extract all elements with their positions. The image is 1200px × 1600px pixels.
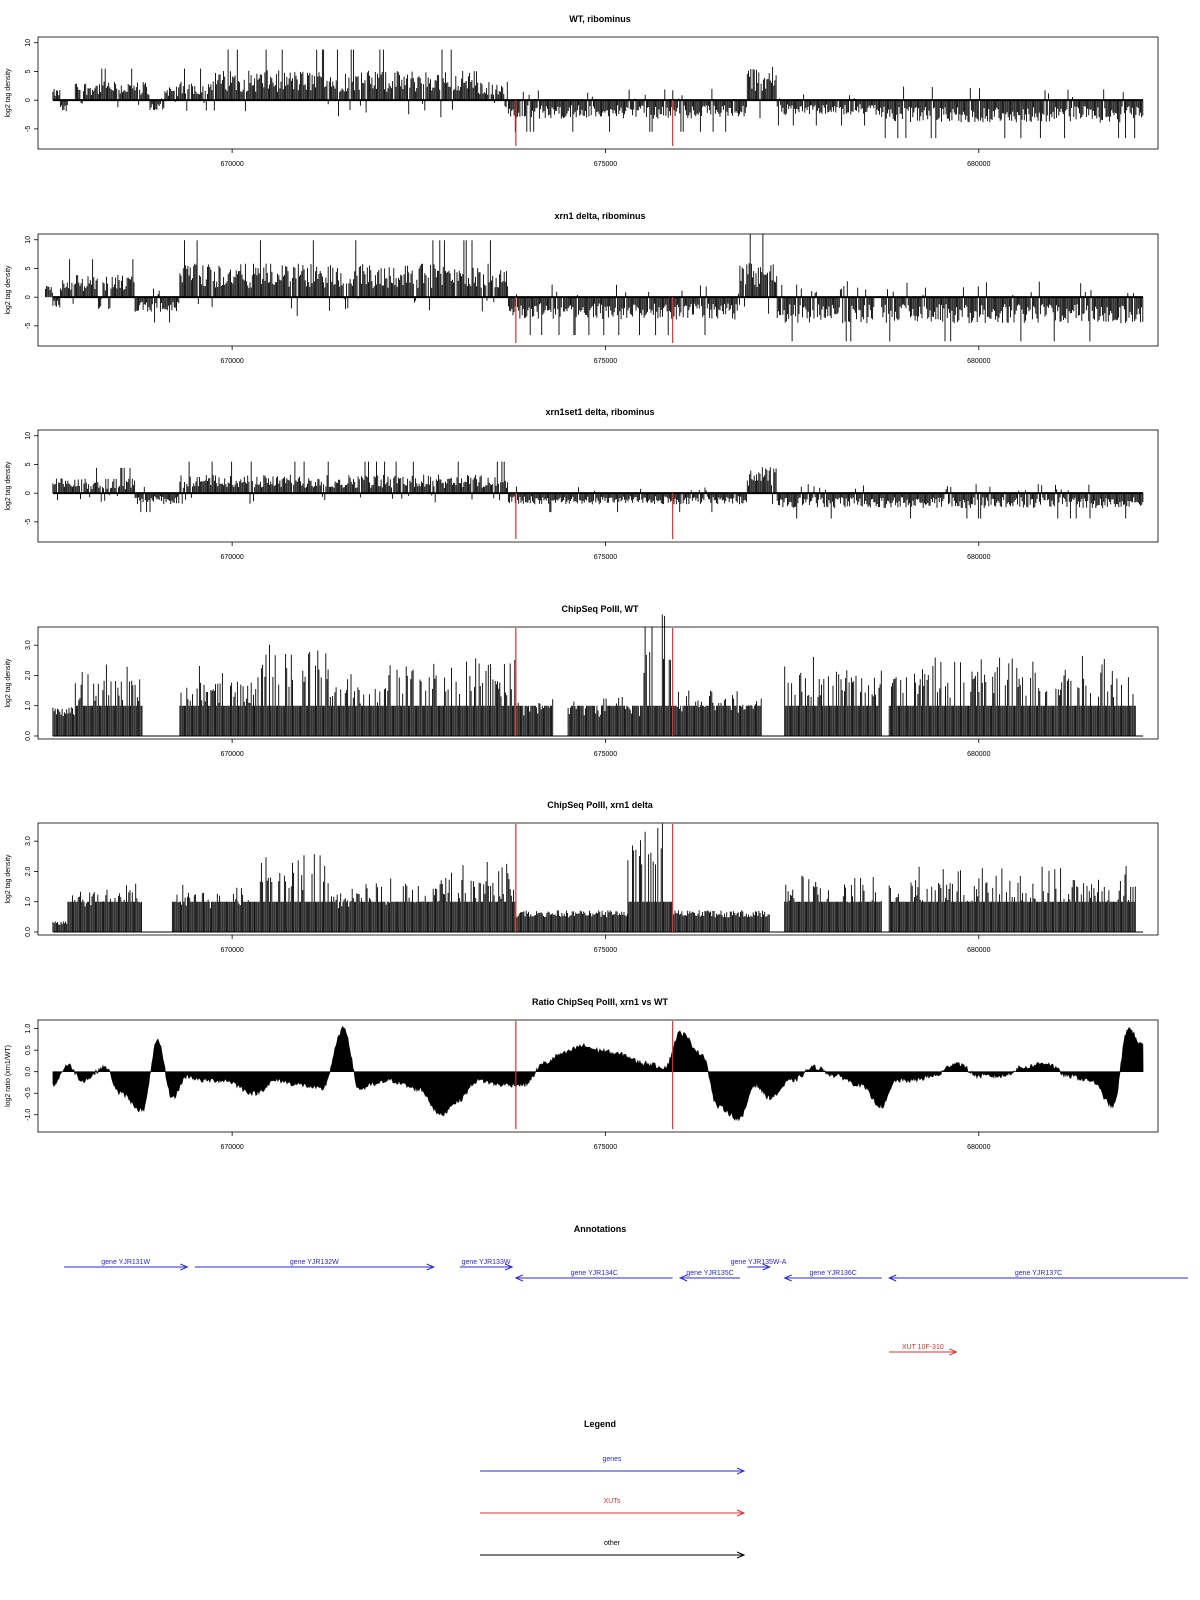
data-marks	[53, 615, 1143, 737]
bar-mark	[180, 666, 254, 736]
chart-title: xrn1set1 delta, ribominus	[545, 407, 655, 417]
y-tick-label: -5	[25, 125, 32, 133]
y-tick-label: 1.0	[25, 1023, 32, 1034]
y-tick-label: -1.0	[25, 1108, 32, 1121]
bar-segment	[441, 658, 515, 736]
data-marks	[53, 1027, 1143, 1121]
bar-segment	[68, 884, 142, 932]
bar-segment	[180, 69, 209, 111]
bar-segment	[180, 462, 508, 504]
data-marks	[53, 824, 1143, 932]
bar-mark	[643, 615, 672, 737]
bar-segment	[479, 82, 508, 108]
y-tick-label: 0	[25, 491, 32, 496]
bar-segment	[60, 259, 134, 309]
legend-item-xuts	[480, 1498, 744, 1516]
bar-mark	[53, 89, 60, 100]
y-tick-label: 5	[25, 69, 32, 74]
bar-segment	[255, 645, 329, 736]
chart-panel-1	[5, 14, 1158, 168]
x-tick-label: 680000	[967, 358, 991, 365]
bar-mark	[53, 707, 75, 736]
bar-segment	[777, 94, 881, 125]
bar-mark	[441, 862, 515, 932]
y-tick-label: 10	[25, 235, 32, 244]
bar-mark	[180, 462, 508, 504]
y-axis-label: log2 ratio (xrn1/WT)	[5, 1045, 12, 1107]
y-tick-label: 0.0	[25, 1066, 32, 1077]
bar-mark	[210, 50, 478, 118]
chart-panel-5	[5, 800, 1158, 954]
legend-label: other	[604, 1540, 620, 1547]
bar-segment	[135, 289, 179, 323]
bar-mark	[516, 699, 553, 736]
bar-mark	[673, 910, 770, 932]
bar-mark	[882, 282, 1143, 342]
bar-mark	[568, 697, 642, 736]
bar-mark	[329, 674, 388, 736]
x-tick-label: 675000	[593, 1144, 618, 1151]
x-tick-label: 670000	[220, 1144, 244, 1151]
bar-segment	[777, 484, 1143, 518]
chart-panel-2	[5, 211, 1158, 365]
gene-label: gene YJR132W	[289, 1259, 339, 1266]
chart-title: ChipSeq PolII, WT	[561, 604, 639, 614]
bar-mark	[75, 69, 149, 108]
y-tick-label: 0	[25, 295, 32, 300]
bar-mark	[135, 289, 179, 323]
bar-mark	[75, 665, 142, 737]
bar-segment	[568, 697, 642, 736]
annotations-title: Annotations	[573, 1224, 627, 1234]
bar-mark	[53, 921, 67, 932]
gene-label: gene YJR134C	[570, 1270, 618, 1277]
bar-mark	[479, 82, 508, 108]
bar-mark	[180, 69, 209, 111]
x-tick-label: 680000	[967, 554, 991, 561]
gene-label: gene YJR133W	[461, 1259, 511, 1266]
gene-arrow	[64, 1259, 187, 1270]
bar-mark	[53, 468, 135, 502]
gene-label: gene YJR131W	[101, 1259, 151, 1266]
bar-mark	[135, 487, 179, 512]
gene-label: gene YJR137C	[1014, 1270, 1063, 1277]
x-tick-label: 670000	[220, 947, 244, 954]
y-tick-label: 1.0	[25, 896, 32, 907]
x-tick-label: 680000	[967, 751, 991, 758]
bar-segment	[785, 657, 882, 736]
bar-mark	[740, 234, 777, 314]
bar-mark	[255, 645, 329, 736]
gene-label: gene YJR136C	[809, 1270, 857, 1277]
bar-segment	[75, 69, 149, 108]
x-tick-label: 675000	[593, 947, 618, 954]
bar-segment	[516, 910, 628, 932]
bar-segment	[882, 282, 1143, 342]
bar-segment	[255, 854, 329, 932]
bar-segment	[785, 876, 882, 932]
legend-item-other	[480, 1540, 744, 1558]
chart-panel-6	[5, 997, 1158, 1151]
xut-label: XUT 10F-310	[901, 1344, 944, 1351]
y-tick-label: 2.0	[25, 670, 32, 681]
bar-segment	[508, 89, 746, 132]
y-tick-label: 0.5	[25, 1045, 32, 1056]
bar-mark	[516, 910, 628, 932]
bar-mark	[785, 657, 882, 736]
bar-mark	[889, 866, 1135, 932]
x-tick-label: 680000	[967, 1144, 991, 1151]
bar-mark	[777, 484, 1143, 518]
bar-segment	[643, 615, 672, 737]
bar-segment	[747, 467, 776, 504]
bar-segment	[135, 487, 179, 512]
bar-segment	[740, 234, 777, 314]
bar-segment	[882, 87, 1143, 139]
bar-mark	[508, 285, 739, 336]
bar-segment	[389, 664, 441, 736]
y-tick-label: 1.0	[25, 700, 32, 711]
bar-segment	[889, 656, 1135, 736]
bar-segment	[75, 665, 142, 737]
bar-mark	[389, 664, 441, 736]
y-tick-label: 5	[25, 266, 32, 271]
bar-mark	[53, 297, 60, 307]
bar-segment	[329, 883, 381, 932]
bar-segment	[628, 824, 672, 932]
y-tick-label: 0.0	[25, 731, 32, 741]
xut-arrow	[889, 1344, 956, 1355]
bar-mark	[785, 876, 882, 932]
legend-panel	[480, 1419, 744, 1558]
bar-segment	[172, 885, 254, 932]
bar-segment	[516, 699, 553, 736]
bar-segment	[180, 240, 508, 316]
bar-mark	[747, 467, 776, 504]
legend-label: genes	[602, 1456, 622, 1463]
y-axis-label: log2 tag density	[5, 658, 12, 708]
y-axis-label: log2 tag density	[5, 854, 12, 904]
chart-panel-4	[5, 604, 1158, 758]
bar-segment	[53, 468, 135, 502]
bar-segment	[382, 879, 441, 933]
bar-segment	[673, 691, 762, 736]
x-tick-label: 670000	[220, 554, 244, 561]
chart-title: WT, ribominus	[569, 14, 631, 24]
chart-panel-3	[5, 407, 1158, 561]
y-tick-label: 0	[25, 98, 32, 103]
bar-mark	[628, 824, 672, 932]
bar-mark	[441, 658, 515, 736]
y-tick-label: -0.5	[25, 1087, 32, 1100]
y-tick-label: 2.0	[25, 866, 32, 877]
ratio-area	[53, 1027, 1143, 1121]
x-tick-label: 675000	[593, 358, 618, 365]
bar-segment	[889, 866, 1135, 932]
data-marks	[46, 234, 1144, 341]
bar-segment	[53, 707, 75, 736]
bar-mark	[60, 100, 67, 111]
gene-arrow	[195, 1259, 434, 1270]
bar-mark	[508, 487, 746, 513]
y-axis-label: log2 tag density	[5, 68, 12, 118]
y-tick-label: 3.0	[25, 640, 32, 651]
bar-segment	[60, 100, 67, 111]
x-tick-label: 675000	[593, 554, 618, 561]
gene-arrow	[785, 1270, 882, 1281]
bar-segment	[508, 285, 739, 336]
chart-title: Ratio ChipSeq PolII, xrn1 vs WT	[531, 997, 669, 1007]
y-tick-label: 10	[25, 38, 32, 47]
bar-mark	[882, 87, 1143, 139]
bar-segment	[508, 487, 746, 513]
bar-segment	[210, 50, 478, 118]
y-tick-label: 10	[25, 431, 32, 440]
x-tick-label: 680000	[967, 947, 991, 954]
bar-mark	[172, 885, 254, 932]
bar-segment	[53, 921, 67, 932]
gene-label: gene YJR135C	[686, 1270, 734, 1277]
chart-title: ChipSeq PolII, xrn1 delta	[547, 800, 653, 810]
bar-mark	[889, 656, 1135, 736]
bar-mark	[382, 879, 441, 933]
bar-segment	[53, 89, 60, 100]
gene-arrow	[889, 1270, 1188, 1281]
bar-mark	[508, 89, 746, 132]
x-tick-label: 680000	[967, 161, 991, 168]
bar-segment	[777, 281, 874, 341]
gene-arrow	[516, 1270, 673, 1281]
bar-segment	[441, 862, 515, 932]
annotations-panel	[64, 1224, 1188, 1355]
x-tick-label: 670000	[220, 161, 244, 168]
bar-mark	[777, 94, 881, 125]
bar-segment	[46, 286, 53, 297]
bar-segment	[673, 910, 770, 932]
bar-mark	[673, 691, 762, 736]
data-marks	[53, 50, 1143, 139]
x-tick-label: 670000	[220, 358, 244, 365]
y-tick-label: -5	[25, 322, 32, 330]
y-axis-label: log2 tag density	[5, 461, 12, 511]
bar-segment	[329, 674, 388, 736]
bar-mark	[68, 884, 142, 932]
x-tick-label: 675000	[593, 751, 618, 758]
y-tick-label: 3.0	[25, 836, 32, 847]
chart-title: xrn1 delta, ribominus	[554, 211, 646, 221]
gene-arrow	[731, 1259, 787, 1270]
bar-segment	[180, 666, 254, 736]
y-tick-label: -5	[25, 518, 32, 526]
data-marks	[53, 462, 1143, 519]
y-axis-label: log2 tag density	[5, 265, 12, 315]
y-tick-label: 5	[25, 462, 32, 467]
legend-title: Legend	[583, 1419, 617, 1429]
legend-item-genes	[480, 1456, 744, 1474]
bar-mark	[747, 67, 776, 118]
bar-mark	[255, 854, 329, 932]
bar-mark	[329, 883, 381, 932]
gene-arrow	[460, 1259, 512, 1270]
gene-arrow	[680, 1270, 740, 1281]
bar-segment	[53, 297, 60, 307]
bar-segment	[747, 67, 776, 118]
x-tick-label: 670000	[220, 751, 244, 758]
bar-mark	[180, 240, 508, 316]
gene-label: gene YJR135W-A	[730, 1259, 787, 1266]
y-tick-label: 0.0	[25, 927, 32, 937]
legend-label: XUTs	[603, 1498, 621, 1505]
bar-mark	[777, 281, 874, 341]
plot-frame	[38, 37, 1158, 149]
bar-mark	[46, 286, 53, 297]
bar-mark	[60, 259, 134, 309]
x-tick-label: 675000	[593, 161, 618, 168]
